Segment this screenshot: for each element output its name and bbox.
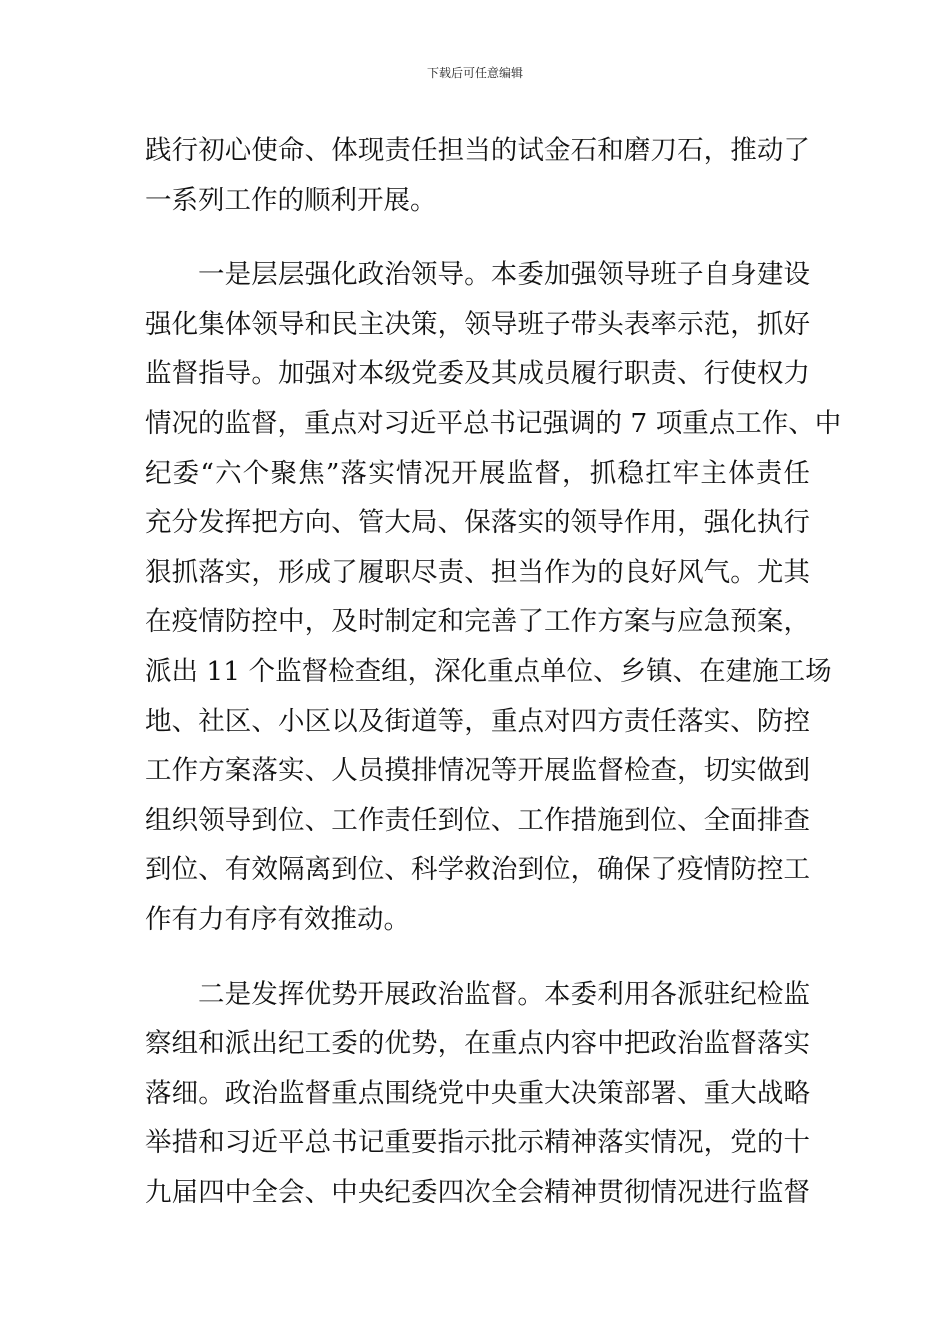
text-line: 到位、有效隔离到位、科学救治到位，确保了疫情防控工 [145,854,810,886]
text-line: 工作方案落实、人员摸排情况等开展监督检查，切实做到 [145,755,810,787]
text-line: 强化集体领导和民主决策，领导班子带头表率示范，抓好 [145,308,810,340]
text-line: 九届四中全会、中央纪委四次全会精神贯彻情况进行监督 [145,1176,810,1208]
paragraph-spacer [145,225,810,250]
text-line: 落细。政治监督重点围绕党中央重大决策部署、重大战略 [145,1077,810,1109]
text-line: 一是层层强化政治领导。本委加强领导班子自身建设 [198,259,810,291]
paragraph-spacer [145,945,810,970]
text-line: 组织领导到位、工作责任到位、工作措施到位、全面排查 [145,804,810,836]
paragraph-2 [145,250,842,944]
text-line: 察组和派出纪工委的优势，在重点内容中把政治监督落实 [145,1028,810,1060]
text-line: 在疫情防控中，及时制定和完善了工作方案与应急预案， [145,606,810,638]
paragraph-1 [145,126,810,225]
text-line: 践行初心使命、体现责任担当的试金石和磨刀石，推动了 [145,135,810,166]
text-line: 监督指导。加强对本级党委及其成员履行职责、行使权力 [145,358,810,390]
text-line: 作有力有序有效推动。 [145,903,410,935]
text-line: 一系列工作的顺利开展。 [145,184,437,216]
text-line: 地、社区、小区以及街道等，重点对四方责任落实、防控 [145,705,810,737]
page-header-note: 下载后可任意编辑 [426,66,523,80]
text-line: 情况的监督，重点对习近平总书记强调的 7 项重点工作、中 [145,407,842,439]
text-line: 举措和习近平总书记重要指示批示精神落实情况，党的十 [145,1127,810,1159]
document-body [145,126,842,1217]
text-line: 充分发挥把方向、管大局、保落实的领导作用，强化执行 [145,507,810,539]
text-line: 二是发挥优势开展政治监督。本委利用各派驻纪检监 [198,978,810,1010]
text-line: 狠抓落实，形成了履职尽责、担当作为的良好风气。尤其 [145,556,810,588]
text-line: 纪委“六个聚焦”落实情况开展监督，抓稳扛牢主体责任 [145,457,810,489]
paragraph-3 [145,970,810,1218]
text-line: 派出 11 个监督检查组，深化重点单位、乡镇、在建施工场 [145,655,832,687]
